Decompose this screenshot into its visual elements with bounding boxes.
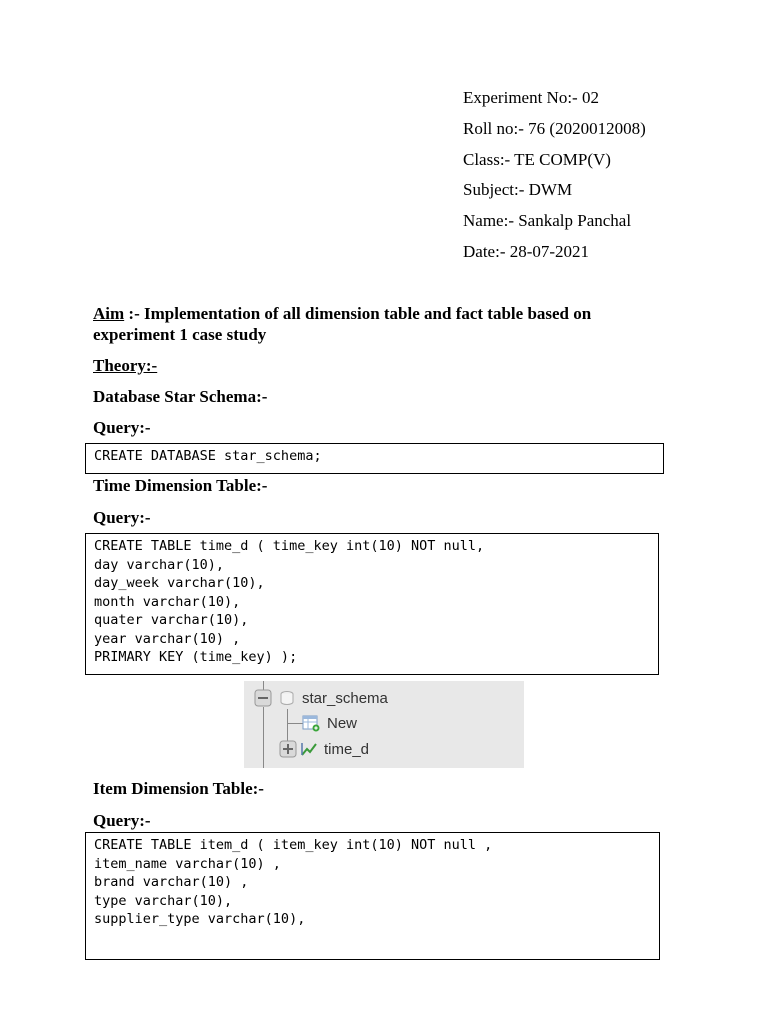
code-line: month varchar(10), — [94, 593, 241, 610]
query-label-3: Query:- — [93, 811, 151, 830]
collapse-minus-icon[interactable] — [254, 689, 272, 707]
database-tree-screenshot — [244, 681, 524, 768]
tree-row-new[interactable] — [302, 714, 357, 732]
new-table-label[interactable]: New — [327, 714, 358, 732]
name-info: Name:- Sankalp Panchal — [463, 211, 632, 231]
aim-paragraph — [93, 303, 591, 345]
star-schema-heading: Database Star Schema:- — [93, 387, 268, 406]
query-label-2: Query:- — [93, 508, 151, 527]
item-dimension-heading: Item Dimension Table:- — [93, 779, 264, 798]
new-table-icon — [302, 714, 320, 732]
code-line: PRIMARY KEY (time_key) ); — [94, 649, 298, 665]
theory-label: Theory:- — [93, 356, 158, 375]
tree-row-table[interactable] — [279, 740, 369, 758]
time-table-code-box — [85, 533, 659, 675]
database-name[interactable]: star_schema — [302, 689, 388, 707]
table-icon — [300, 740, 318, 758]
code-line: item_name varchar(10) , — [94, 855, 281, 872]
table-name[interactable]: time_d — [324, 740, 370, 758]
query-label-1: Query:- — [93, 418, 151, 437]
code-line: supplier_type varchar(10), — [94, 911, 306, 927]
database-icon — [278, 689, 296, 707]
header-info — [463, 86, 753, 271]
tree-row-database[interactable] — [254, 689, 388, 707]
code-line: CREATE DATABASE star_schema; — [94, 448, 322, 464]
theory-heading — [93, 355, 157, 376]
code-line: CREATE TABLE time_d ( time_key int(10) NOT null, — [94, 538, 485, 554]
experiment-number: Experiment No:- 02 — [463, 88, 599, 107]
roll-number: Roll no:- 76 (2020012008) — [463, 118, 646, 138]
create-database-code-box — [85, 443, 664, 474]
expand-plus-icon[interactable] — [279, 740, 297, 758]
code-line: day_week varchar(10), — [94, 575, 265, 591]
code-line: brand varchar(10) , — [94, 874, 249, 890]
item-table-code-box — [85, 832, 660, 960]
code-line: day varchar(10), — [94, 556, 225, 573]
aim-text-line2: experiment 1 case study — [93, 325, 267, 344]
aim-text-line1: :- Implementation of all dimension table and fact table based on — [124, 304, 592, 323]
code-line: type varchar(10), — [94, 892, 233, 909]
class-info: Class:- TE COMP(V) — [463, 149, 611, 169]
date-info: Date:- 28-07-2021 — [463, 241, 590, 261]
code-line: CREATE TABLE item_d ( item_key int(10) NOT null , — [94, 837, 493, 853]
code-line: year varchar(10) , — [94, 630, 241, 647]
subject-info: Subject:- DWM — [463, 180, 573, 200]
code-line: quater varchar(10), — [94, 612, 249, 628]
time-dimension-heading: Time Dimension Table:- — [93, 476, 268, 495]
aim-label: Aim — [93, 304, 125, 323]
